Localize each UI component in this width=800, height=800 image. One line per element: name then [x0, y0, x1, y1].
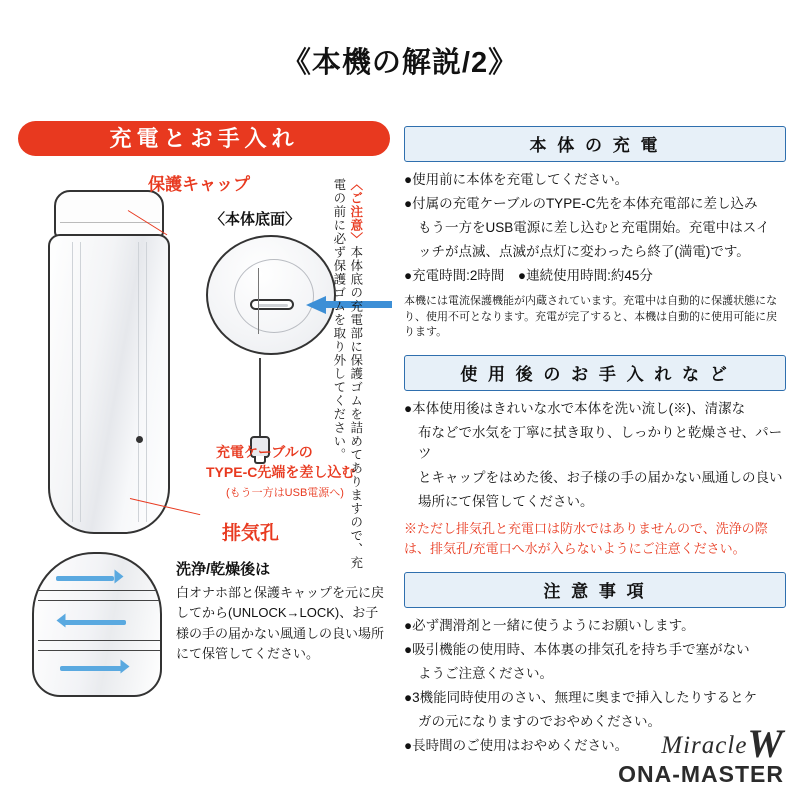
vertical-caution-body: 本体底の充電部に保護ゴムを詰めてありますので、充電の前に必ず保護ゴムを取り外してください。: [331, 178, 363, 570]
rotation-arrow-3: [60, 666, 122, 671]
label-cable-note: (もう一方はUSB電源へ): [226, 487, 344, 499]
rotation-arrow-head-2: [57, 614, 66, 628]
section-body-charging: [404, 170, 786, 341]
bottom-view-leader-line: [258, 268, 259, 334]
charging-fineprint: 本機には電流保護機能が内蔵されています。充電中は自動的に保護状態になり、使用不可となります。充電が完了すると、本機は自動的に使用可能に戻ります。: [404, 294, 778, 339]
caution-line-5: ガの元になりますのでおやめください。: [418, 713, 661, 729]
label-protective-cap: 保護キャップ: [148, 175, 250, 194]
care-line-1: ●本体使用後はきれいな水で本体を洗い流し(※)、清潔な: [404, 401, 746, 417]
caution-line-1: ●必ず潤滑剤と一緒に使うようにお願いします。: [404, 618, 695, 634]
label-bottom-view: 〈本体底面〉: [210, 211, 301, 228]
brand-logo: [618, 720, 784, 788]
section-header-after-use-care: 使 用 後 の お 手 入 れ な ど: [404, 355, 786, 391]
device-bottom-view: [206, 235, 336, 355]
label-cable-line2: TYPE-C先端を差し込む: [206, 464, 356, 480]
section-body-after-use-care: [404, 399, 786, 558]
care-warning-text: ※ただし排気孔と充電口は防水ではありませんので、洗浄の際は、排気孔/充電口へ水が入らないようにご注意ください。: [404, 521, 768, 556]
caution-line-6: ●長時間のご使用はおやめください。: [404, 737, 629, 753]
care-text-heading: 洗浄/乾燥後は: [176, 561, 271, 578]
caution-line-4: ●3機能同時使用のさい、無理に奥まで挿入したりするとケ: [404, 689, 758, 705]
charging-line-4: ッチが点滅、点滅が点灯に変わったら終了(満電)です。: [418, 243, 750, 259]
rotation-arrow-1: [56, 576, 114, 581]
vent-hole-dot: [136, 436, 143, 443]
care-line-3: とキャップをはめた後、お子様の手の届かない風通しの良い: [418, 470, 783, 486]
care-line-4: 場所にて保管してください。: [418, 494, 594, 510]
rotation-arrow-2: [62, 620, 126, 625]
caution-line-3: ようご注意ください。: [418, 665, 553, 681]
care-illustration: [32, 552, 162, 697]
charging-port-shape: [250, 299, 294, 310]
charging-line-1: ●使用前に本体を充電してください。: [404, 172, 629, 187]
charging-line-3: もう一方をUSB電源に差し込むと充電開始。充電中はスイ: [418, 219, 770, 235]
brand-logo-line1: [618, 720, 784, 767]
care-text-body: 白オナホ部と保護キャップを元に戻してから(UNLOCK→LOCK)、お子様の手の届かない風通しの良い場所にて保管してください。: [176, 585, 385, 661]
bottom-inner-oval: [234, 259, 314, 333]
vertical-caution-heading: 〈ご注意〉: [348, 178, 363, 246]
brand-logo-letter: W: [747, 721, 784, 766]
charging-line-5: ●充電時間:2時間 ●連続使用時間:約45分: [404, 267, 653, 283]
section-header-cautions: 注 意 事 項: [404, 572, 786, 608]
caution-line-2: ●吸引機能の使用時、本体裏の排気孔を持ち手で塞がない: [404, 641, 750, 657]
device-illustration: [48, 190, 172, 535]
vertical-caution-note: [330, 178, 364, 578]
protective-cap-shape: [54, 190, 164, 238]
rotation-arrow-head-1: [115, 570, 124, 584]
page-title: 《本機の解説/2》: [281, 47, 519, 79]
label-cable-line1: 充電ケーブルの: [216, 444, 313, 460]
section-header-charging: 本 体 の 充 電: [404, 126, 786, 162]
brand-logo-line2: ONA-MASTER: [618, 761, 784, 787]
left-section-banner: 充電とお手入れ: [18, 121, 390, 156]
care-line-2: 布などで水気を丁寧に拭き取り、しっかりと乾燥させ、パーツ: [418, 425, 783, 462]
right-column: [404, 126, 786, 760]
device-body-shape: [48, 234, 170, 534]
charging-line-2: ●付属の充電ケーブルのTYPE-C先を本体充電部に差し込み: [404, 195, 758, 211]
brand-logo-word: Miracle: [661, 732, 748, 759]
rotation-arrow-head-3: [121, 660, 130, 674]
label-vent-hole: 排気孔: [222, 523, 280, 544]
